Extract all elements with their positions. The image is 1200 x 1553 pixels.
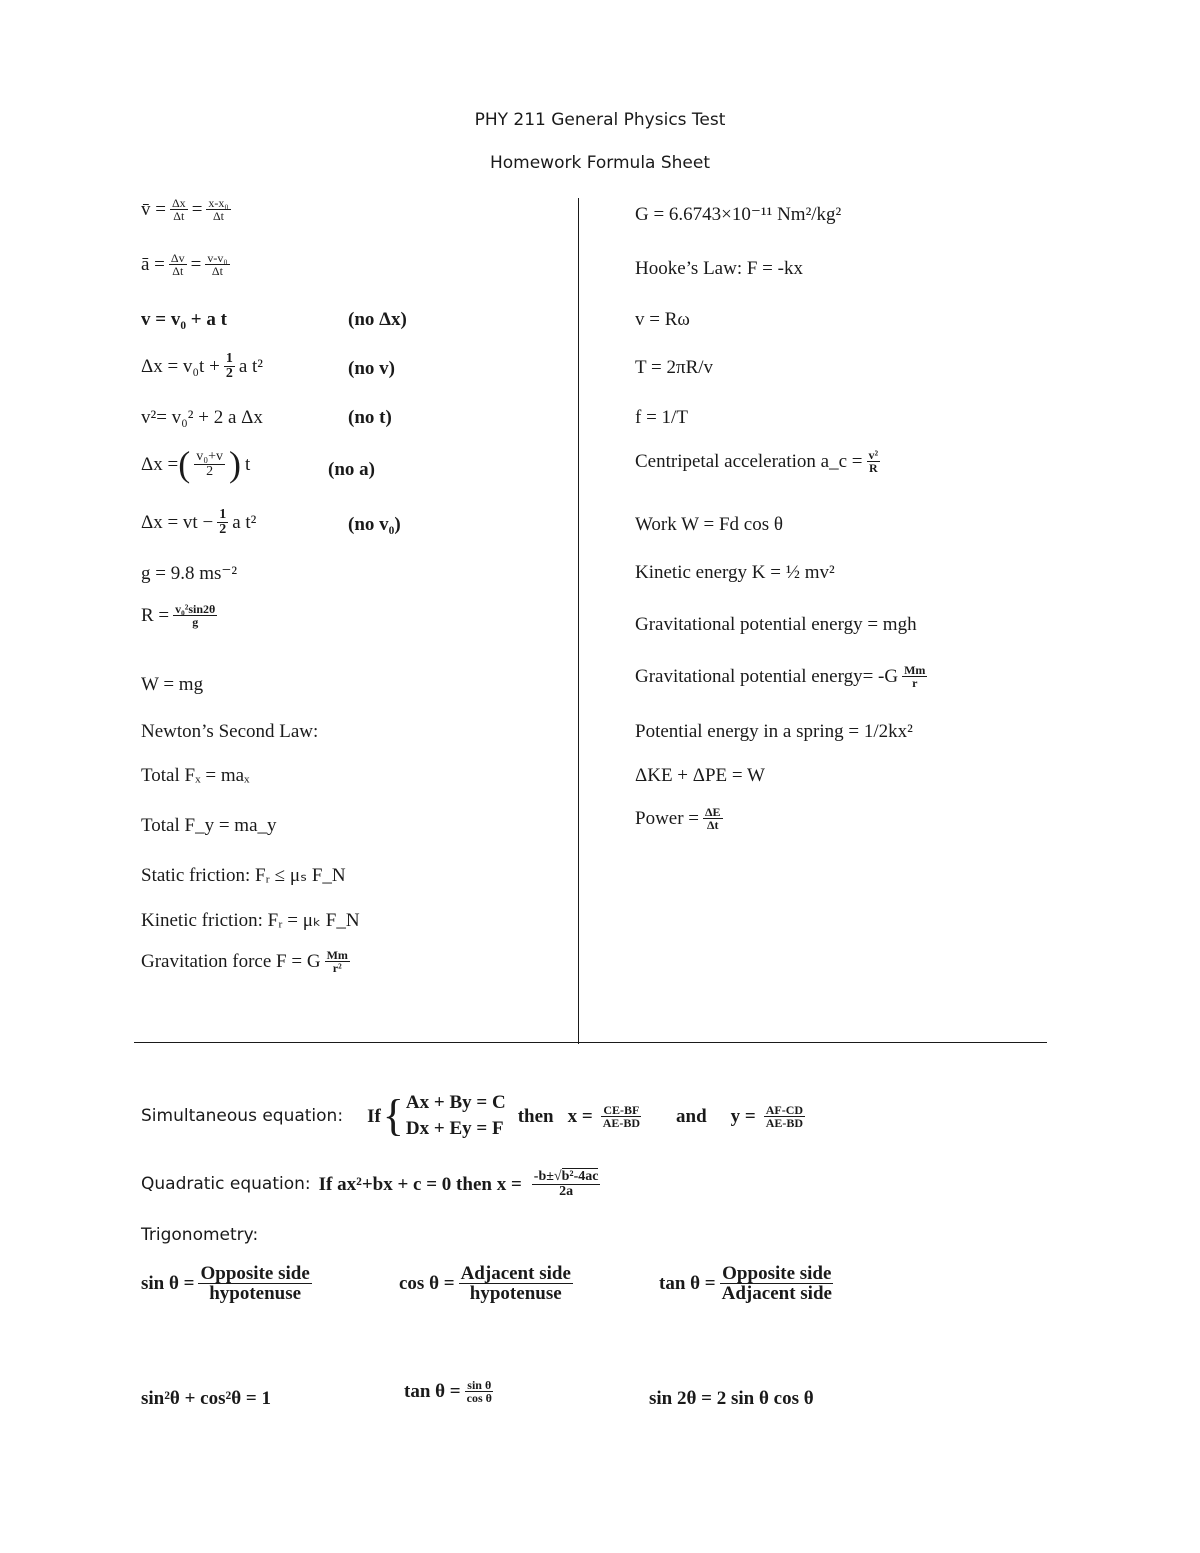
quadratic-equation: Quadratic equation: If ax²+bx + c = 0 then x = $\frac{\text{-b±√b²-4ac}}{2a}$ [141, 1168, 599, 1199]
pythagorean-identity: sin²θ + cos²θ = 1 [141, 1388, 271, 1409]
column-divider [578, 198, 579, 1044]
range-formula: R = $\frac{\text{v₀²sin2θ}}{g}$ [141, 602, 216, 629]
avg-acceleration-formula: ā = $\frac{\Delta v}{\Delta t}$ = $\frac{\text{v-v₀}}{\Delta t}$ [141, 251, 228, 278]
simultaneous-equation: Simultaneous equation: If { Ax + By = C Dx + Ey = F then x = $\frac{CE-BF}{AE-BD}$ and y = $\frac{AF-CD}{AE-BD}$ [141, 1091, 804, 1141]
kinematics-eq-3-note: (no t) [348, 407, 392, 428]
sin-definition: sin θ = $\frac{\text{Opposite side}}{\text{hypotenuse}}$ [141, 1263, 310, 1304]
newton-second-law-title: Newton’s Second Law: [141, 721, 319, 742]
double-angle-identity: sin 2θ = 2 sin θ cos θ [649, 1388, 814, 1409]
static-friction-formula: Static friction: Fᵣ ≤ μₛ F_N [141, 865, 346, 886]
kinematics-eq-4: Δx = ( $\frac{\text{v₀+v}}{2}$ ) t [141, 444, 251, 485]
linear-angular-velocity: v = Rω [635, 309, 690, 330]
kinematics-eq-3: v²= v₀² + 2 a Δx [141, 407, 263, 428]
tan-definition: tan θ = $\frac{\text{Opposite side}}{\text{Adjacent side}}$ [659, 1263, 832, 1304]
kinematics-eq-4-note: (no a) [328, 459, 375, 480]
kinematics-eq-1: v = v₀ + a t [141, 309, 227, 330]
section-divider [134, 1042, 1047, 1043]
avg-velocity-formula: v̄ = $\frac{\Delta x}{\Delta t}$ = $\frac{\text{x-x₀}}{\Delta t}$ [141, 196, 229, 223]
gravitation-force-formula: Gravitation force F = G $\frac{Mm}{\text{r²}}$ [141, 948, 348, 975]
page-title: PHY 211 General Physics Test [474, 110, 726, 130]
kinetic-energy-formula: Kinetic energy K = ½ mv² [635, 562, 835, 583]
centripetal-acceleration-formula: Centripetal acceleration a_c = $\frac{\text{v²}}{R}$ [635, 448, 879, 475]
gravitational-constant: G = 6.6743×10⁻¹¹ Nm²/kg² [635, 204, 842, 225]
kinematics-eq-1-note: (no Δx) [348, 309, 407, 330]
newton-x-formula: Total Fₓ = maₓ [141, 765, 250, 786]
hookes-law: Hooke’s Law: F = -kx [635, 258, 803, 279]
energy-conservation-formula: ΔKE + ΔPE = W [635, 765, 765, 786]
gpe-universal-formula: Gravitational potential energy= -G $\frac{Mm}{r}$ [635, 663, 926, 690]
tan-ratio-identity: tan θ = $\frac{\text{sin θ}}{\text{cos θ}}$ [404, 1378, 492, 1405]
weight-formula: W = mg [141, 674, 204, 695]
kinematics-eq-5-note: (no v₀) [348, 514, 401, 535]
kinematics-eq-2-note: (no v) [348, 358, 395, 379]
frequency-formula: f = 1/T [635, 407, 688, 428]
work-formula: Work W = Fd cos θ [635, 514, 783, 535]
cos-definition: cos θ = $\frac{\text{Adjacent side}}{\text{hypotenuse}}$ [399, 1263, 571, 1304]
gravity-constant: g = 9.8 ms⁻² [141, 563, 238, 584]
trigonometry-title: Trigonometry: [141, 1225, 259, 1245]
newton-y-formula: Total F_y = ma_y [141, 815, 277, 836]
kinematics-eq-5: Δx = vt − $\frac{1}{2}$ a t² [141, 507, 257, 537]
spring-energy-formula: Potential energy in a spring = 1/2kx² [635, 721, 913, 742]
gpe-mgh-formula: Gravitational potential energy = mgh [635, 614, 917, 635]
page-subtitle: Homework Formula Sheet [489, 153, 711, 173]
power-formula: Power = $\frac{\Delta E}{\Delta t}$ [635, 805, 721, 832]
kinematics-eq-2: Δx = v₀t + $\frac{1}{2}$ a t² [141, 351, 263, 381]
period-formula: T = 2πR/v [635, 357, 714, 378]
kinetic-friction-formula: Kinetic friction: Fᵣ = μₖ F_N [141, 910, 360, 931]
